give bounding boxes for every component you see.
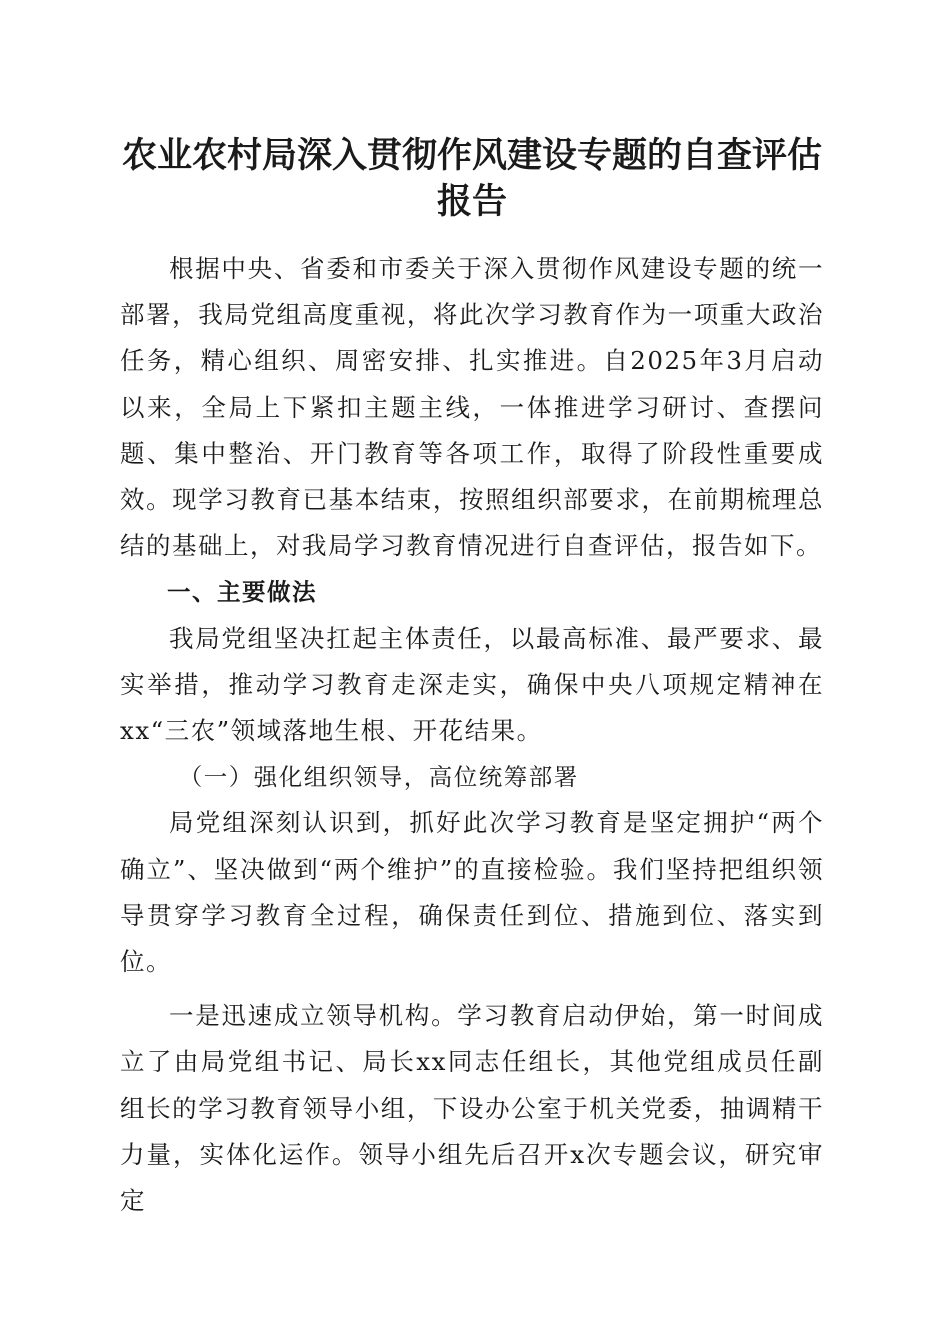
title-line-1: 农业农村局深入贯彻作风建设专题的自查评估 [121,135,822,176]
document-body [120,246,824,1224]
point-lead-text: 一是迅速成立领导机构。 [169,1001,458,1031]
section-heading-main-practices: 一、主要做法 [167,578,317,607]
section-paragraph: 我局党组坚决扛起主体责任，以最高标准、最严要求、最实举措，推动学习教育走深走实，确保中央八项规定精神在xx“三农”领域落地生根、开花结果。 [120,623,824,746]
intro-paragraph: 根据中央、省委和市委关于深入贯彻作风建设专题的统一部署，我局党组高度重视，将此次学习教育作为一项重大政治任务，精心组织、周密安排、扎实推进。自2025年3月启动以来，全局上下紧扣主题主线，一体推进学习研讨、查摆问题、集中整治、开门教育等各项工作，取得了阶段性重要成效。现学习教育已基本结束，按照组织部要求，在前期梳理总结的基础上，对我局学习教育情况进行自查评估，报告如下。 [120,254,824,561]
subsection-heading: （一）强化组织领导，高位统筹部署 [178,763,579,792]
subsection-paragraph: 局党组深刻认识到，抓好此次学习教育是坚定拥护“两个确立”、坚决做到“两个维护”的直接检验。我们坚持把组织领导贯穿学习教育全过程，确保责任到位、措施到位、落实到位。 [120,808,824,977]
paragraph-spacer [120,985,824,993]
title-line-2: 报告 [436,181,507,222]
document-title [120,133,824,225]
point-body-text: 学习教育启动伊始，第一时间成立了由局党组书记、局长xx同志任组长，其他党组成员任副组长的学习教育领导小组，下设办公室于机关党委，抽调精干力量，实体化运作。领导小组先后召开x次专题会议，研究审定 [120,1001,825,1216]
point-paragraph [120,993,824,1224]
document-page [120,133,825,1216]
